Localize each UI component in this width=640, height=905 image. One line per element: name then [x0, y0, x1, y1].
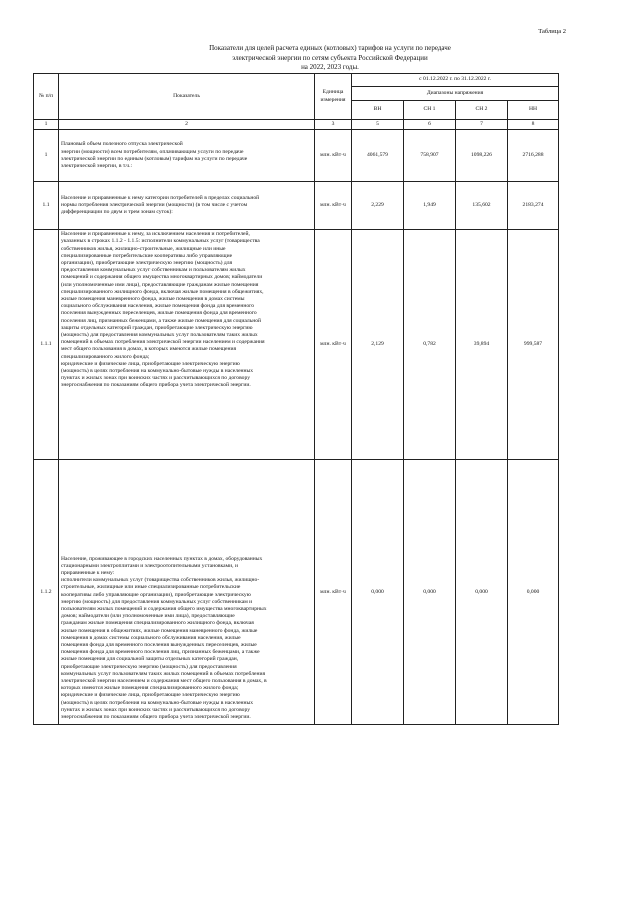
header-voltage-sn1: СН 1 [404, 101, 456, 120]
column-number: 7 [456, 120, 508, 130]
header-unit: Единица измерения [315, 74, 352, 120]
row-number: 1.1 [34, 182, 59, 230]
text-line: Население, проживающее в городских населенных пунктах в домах, оборудованных [61, 555, 263, 562]
row-unit: млн. кВт·ч [315, 182, 352, 230]
value-sn2: 0,000 [456, 460, 508, 725]
column-number: 1 [34, 120, 59, 130]
value-sn2: 1098,226 [456, 130, 508, 182]
value-sn1: 758,907 [404, 130, 456, 182]
value-vn: 4061,579 [352, 130, 404, 182]
text-line: специализированные потребительские кооперативы либо управляющие [61, 252, 233, 259]
row-number: 1.1.1 [34, 230, 59, 460]
row-number: 1 [34, 130, 59, 182]
column-number: 5 [352, 120, 404, 130]
text-line: специализированного жилищного фонда, включая жилые помещения в общежитиях, [61, 288, 264, 295]
row-indicator-text [59, 130, 315, 182]
text-line: Население и приравненные к нему категории потребителей в пределах социальной [61, 194, 260, 201]
row-unit: млн. кВт·ч [315, 230, 352, 460]
text-line: исполнители коммунальных услуг (товарищества собственников жилья, жилищно- [61, 577, 260, 584]
text-line: энергоснабжения по показаниям общего прибора учета электрической энергии. [61, 714, 251, 720]
text-line: жилые помещения маневренного фонда, жилые помещения в домах системы [61, 296, 245, 303]
text-line: приравненные к нему: [61, 569, 115, 576]
row-indicator-text [59, 182, 315, 230]
indicators-table [33, 73, 559, 725]
text-line: нормы потребления электрической энергии (мощности) (в том числе с учетом [61, 202, 248, 209]
text-line: помещений и содержания общего имущества многоквартирных домов; наймодатели [61, 274, 263, 281]
row-indicator-text [59, 230, 315, 460]
text-line: (мощность) для предоставления коммунальных услуг пользователям таких жилых [61, 332, 258, 339]
column-number: 8 [508, 120, 559, 130]
column-number: 2 [59, 120, 315, 130]
table-row [34, 460, 559, 725]
document-title [120, 44, 540, 73]
value-nn: 2716,288 [508, 130, 559, 182]
header-voltage-sn2: СН 2 [456, 101, 508, 120]
text-line: электрической энергии по единым (котловым) тарифам на услуги по передаче [61, 155, 248, 162]
table-number-label: Таблица 2 [538, 28, 566, 35]
text-line: Плановый объем полезного отпуска электрической [61, 141, 183, 148]
value-vn: 2,129 [352, 230, 404, 460]
text-line: кооперативы либо управляющие организации), приобретающие электрическую [61, 591, 251, 598]
value-vn: 0,000 [352, 460, 404, 725]
value-nn: 999,587 [508, 230, 559, 460]
text-line: юридические и физические лица, приобретающие электрическую энергию [61, 692, 240, 699]
text-line: которых имеются жилые помещения специализированного жилого фонда; [61, 685, 239, 692]
header-voltage-nn: НН [508, 101, 559, 120]
text-line: энергии (мощности) всем потребителям, оплачивающим услуги по передаче [61, 148, 244, 155]
title-line: на 2022, 2023 годы. [301, 63, 359, 71]
column-number: 3 [315, 120, 352, 130]
text-line: электрической энергии, в т.ч.: [61, 162, 133, 169]
row-number: 1.1.2 [34, 460, 59, 725]
column-number-row [34, 120, 559, 130]
text-line: юридические и физические лица, приобретающие электрическую энергию [61, 360, 240, 367]
text-line: собственников жилья, жилищно-строительные, жилищные или иные [61, 245, 226, 252]
text-line: организации), приобретающие электрическую энергию (мощность) для [61, 260, 233, 267]
header-indicator: Показатель [59, 74, 315, 120]
table-row [34, 230, 559, 460]
text-line: (или уполномоченные ими лица), предоставляющие гражданам жилые помещения [61, 281, 259, 288]
text-line: приобретающие электрическую энергию (мощность) для предоставления [61, 663, 237, 670]
text-line: дифференциации по двум и трем зонам суток): [61, 209, 173, 216]
text-line: (мощность) в целях потребления на коммунально-бытовые нужды в населенных [61, 699, 254, 706]
text-line: энергоснабжения по показаниям общего прибора учета электрической энергии. [61, 382, 251, 389]
column-number: 6 [404, 120, 456, 130]
text-line: стационарными электроплитами и электроотопительными установками, и [61, 562, 238, 569]
text-line: жилые помещения для социальной защиты отдельных категорий граждан, [61, 656, 239, 663]
value-sn1: 0,782 [404, 230, 456, 460]
text-line: указанных в строках 1.1.2 - 1.1.5: исполнители коммунальных услуг (товарищества [61, 238, 260, 245]
header-period: с 01.12.2022 г. по 31.12.2022 г. [352, 74, 559, 87]
text-line: поселения вынужденных переселенцев, жилые помещения фонда для временного [61, 310, 257, 317]
text-line: помещения фонда для временного поселения лиц, признанных беженцами, а также [61, 649, 260, 656]
value-sn2: 135,602 [456, 182, 508, 230]
header-voltage-vn: ВН [352, 101, 404, 120]
text-line: жилые помещения в общежитиях, жилые помещения маневренного фонда, жилые [61, 627, 258, 634]
value-nn: 0,000 [508, 460, 559, 725]
value-sn2: 39,894 [456, 230, 508, 460]
row-indicator-text [59, 460, 315, 725]
value-sn1: 0,000 [404, 460, 456, 725]
value-vn: 2,229 [352, 182, 404, 230]
text-line: мест общего пользования в домах, в которых имеются жилые помещения [61, 346, 237, 353]
text-line: поселения лиц, признанных беженцами, а также жилые помещения для социальной [61, 317, 262, 324]
text-line: пунктах и жилых зонах при воинских частях и рассчитывающихся по договору [61, 375, 250, 382]
text-line: гражданам жилые помещения специализированного жилищного фонда, включая [61, 620, 254, 627]
row-unit: млн. кВт·ч [315, 130, 352, 182]
value-sn1: 1,949 [404, 182, 456, 230]
text-line: (мощность) в целях потребления на коммунально-бытовые нужды в населенных [61, 368, 254, 375]
table-row [34, 182, 559, 230]
text-line: пунктах и жилых зонах при воинских частях и рассчитывающихся по договору [61, 706, 250, 713]
title-line: электрической энергии по сетям субъекта Российской Федерации [232, 53, 428, 62]
title-line: Показатели для целей расчета единых (котловых) тарифов на услуги по передаче [209, 44, 451, 52]
text-line: электрической энергии населением и содержания мест общего пользования в домах, в [61, 677, 267, 684]
value-nn: 2183,274 [508, 182, 559, 230]
text-line: помещений в объемах потребления электрической энергии населением и содержания [61, 339, 265, 346]
text-line: энергию (мощность) для предоставления коммунальных услуг собственникам и [61, 598, 253, 605]
text-line: Население и приравненные к нему, за исключением населения и потребителей, [61, 231, 250, 238]
text-line: коммунальных услуг пользователям таких жилых помещений в объемах потребления [61, 670, 266, 677]
text-line: социального обслуживания населения, жилые помещения фонда для временного [61, 303, 255, 310]
row-unit: млн. кВт·ч [315, 460, 352, 725]
text-line: строительные, жилищные или иные специализированные потребительские [61, 584, 241, 591]
text-line: помещения фонда для временного поселения вынужденных переселенцев, жилые [61, 641, 257, 648]
text-line: защиты отдельных категорий граждан, приобретающие электрическую энергию [61, 324, 253, 331]
table-row [34, 130, 559, 182]
text-line: предоставления коммунальных услуг собственникам и пользователям жилых [61, 267, 246, 274]
header-voltage-ranges: Диапазоны напряжения [352, 87, 559, 101]
header-num: № п/п [34, 74, 59, 120]
text-line: помещения в домах системы социального обслуживания населения, жилые [61, 634, 241, 641]
text-line: специализированного жилого фонда; [61, 353, 150, 360]
text-line: домов; наймодатели (или уполномоченные ими лица), предоставляющие [61, 613, 235, 620]
text-line: пользователям жилых помещений и содержания общего имущества многоквартирных [61, 605, 267, 612]
